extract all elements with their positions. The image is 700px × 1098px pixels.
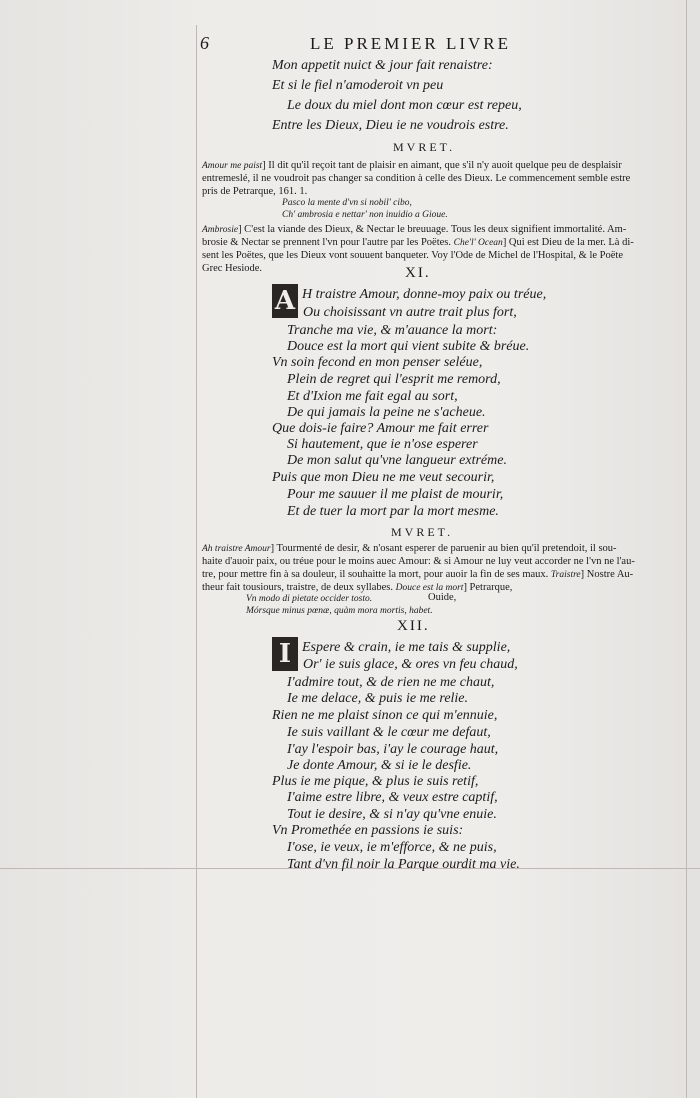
commentary-line: Grec Hesiode. [202, 263, 263, 274]
commentary-quote: Ch' ambrosia e nettar' non inuidio a Gioue. [282, 210, 448, 220]
verse-line: Mon appetit nuict & jour fait renaistre: [272, 58, 493, 73]
commentary-line [202, 224, 626, 236]
verse-line: I'admire tout, & de rien ne me chaut, [287, 675, 495, 690]
commentary-quote: Mórsque minus pœnæ, quàm mora mortis, habet. [246, 606, 433, 616]
verse-line: I'ose, ie veux, ie m'efforce, & ne puis, [287, 840, 497, 855]
commentary-text: ] Nostre Au- [580, 569, 634, 580]
commentary-lemma: Che'l' Ocean [453, 238, 503, 248]
verse-line: Et d'Ixion me fait egal au sort, [287, 389, 458, 404]
sonnet-number: XII. [397, 618, 430, 634]
commentary-lemma: Ah traistre Amour [202, 544, 271, 554]
verse-line: Ou choisissant vn autre trait plus fort, [303, 305, 517, 320]
commentary-line [202, 237, 634, 249]
commentary-line: haite d'auoir paix, ou tréue pour le moins auec Amour: & si Amour ne luy veut accorder ne l'vn ne l'au- [202, 556, 635, 567]
commentary-line [202, 543, 617, 555]
verse-line: Puis que mon Dieu ne me veut secourir, [272, 470, 495, 485]
commentary-line [202, 160, 622, 172]
verse-line: Je donte Amour, & si ie le desfie. [287, 758, 472, 773]
verse-line: Rien ne me plaist sinon ce qui m'ennuie, [272, 708, 498, 723]
verse-line: Or' ie suis glace, & ores vn feu chaud, [303, 657, 518, 672]
commentary-text: ] Tourmenté de desir, & n'osant esperer de paruenir au bien qu'il pretendoit, il sou- [270, 543, 617, 554]
page-number: 6 [200, 33, 209, 53]
verse-line: Tant d'vn fil noir la Parque ourdit ma vie. [287, 857, 520, 872]
verse-line: De mon salut qu'vne langueur extréme. [287, 453, 507, 468]
commentary-line [202, 569, 633, 581]
commentary-quote: Vn modo di pietate occider tosto. [246, 594, 373, 604]
dropcap-initial: A [272, 284, 298, 318]
verse-line: Ie suis vaillant & le cœur me defaut, [287, 725, 491, 740]
verse-line: Vn soin fecond en mon penser seléue, [272, 355, 483, 370]
commentary-text: brosie & Nectar se prennent l'vn pour l'autre par les Poëtes. [202, 237, 451, 248]
verse-line: Douce est la mort qui vient subite & bréue. [287, 339, 530, 354]
verse-line: Et si le fiel n'amoderoit vn peu [272, 78, 444, 93]
commentary-text: ] Petrarque, [463, 582, 513, 593]
verse-line: H traistre Amour, donne-moy paix ou tréue, [302, 287, 547, 302]
commentary-text: ] C'est la viande des Dieux, & Nectar le breuuage. Tous les deux signifient immortalité. Am- [238, 224, 627, 235]
verse-line: Et de tuer la mort par la mort mesme. [287, 504, 499, 519]
verse-line: Le doux du miel dont mon cœur est repeu, [287, 98, 522, 113]
verse-line: Ie me delace, & puis ie me relie. [287, 691, 469, 706]
commentary-line: entremeslé, il ne voudroit pas changer sa condition à celle des Dieux. Le commencement semble estre [202, 173, 631, 184]
commentary-line [202, 582, 512, 594]
verse-line: I'aime estre libre, & veux estre captif, [287, 790, 498, 805]
verse-line: Que dois-ie faire? Amour me fait errer [272, 421, 489, 436]
commentary-lemma: Douce est la mort [395, 583, 464, 593]
running-header [200, 33, 540, 57]
commentary-text: theur fait tousiours, traistre, de deux syllabes. [202, 582, 393, 593]
verse-line: I'ay l'espoir bas, i'ay le courage haut, [287, 742, 499, 757]
dropcap-initial: I [272, 637, 298, 671]
verse-line: Plus ie me pique, & plus ie suis retif, [272, 774, 479, 789]
commentary-lemma: Amour me paist [202, 161, 263, 171]
verse-line: Si hautement, que ie n'ose esperer [287, 437, 478, 452]
running-title: LE PREMIER LIVRE [310, 34, 511, 53]
commentary-text: ] Qui est Dieu de la mer. Là di- [502, 237, 634, 248]
sonnet-number: XI. [405, 265, 431, 281]
verse-line: Plein de regret qui l'esprit me remord, [287, 372, 501, 387]
commentary-attribution: Ouide, [428, 592, 457, 603]
commentary-line: pris de Petrarque, 161. 1. [202, 186, 308, 197]
verse-line: Pour me sauuer il me plaist de mourir, [287, 487, 504, 502]
page-gutter-line [196, 25, 197, 1098]
verse-line: Entre les Dieux, Dieu ie ne voudrois estre. [272, 118, 509, 133]
commentary-line: sent les Poëtes, que les Dieux vont souuent banqueter. Voy l'Ode de Michel de l'Hospital, & le Poëte [202, 250, 623, 261]
commentary-text: ] Il dit qu'il reçoit tant de plaisir en aimant, que s'il n'y auoit quelque peu de desplaisir [262, 160, 622, 171]
verse-line: Vn Promethée en passions ie suis: [272, 823, 464, 838]
commentary-text: tre, pour mettre fin à sa douleur, il souhaitte la mort, pour auoir la fin de ses maux. [202, 569, 549, 580]
verse-line: Tout ie desire, & si n'ay qu'vne enuie. [287, 807, 497, 822]
verse-line: Tranche ma vie, & m'auance la mort: [287, 323, 498, 338]
page-right-edge-line [686, 0, 687, 1098]
commentary-quote: Pasco la mente d'vn si nobil' cibo, [282, 198, 412, 208]
verse-line: De qui jamais la peine ne s'acheue. [287, 405, 486, 420]
commentary-lemma: Traistre [550, 570, 581, 580]
commentary-heading: MVRET. [391, 525, 454, 539]
verse-line: Espere & crain, ie me tais & supplie, [302, 640, 511, 655]
commentary-lemma: Ambrosie [202, 225, 239, 235]
commentary-heading: MVRET. [393, 140, 456, 154]
